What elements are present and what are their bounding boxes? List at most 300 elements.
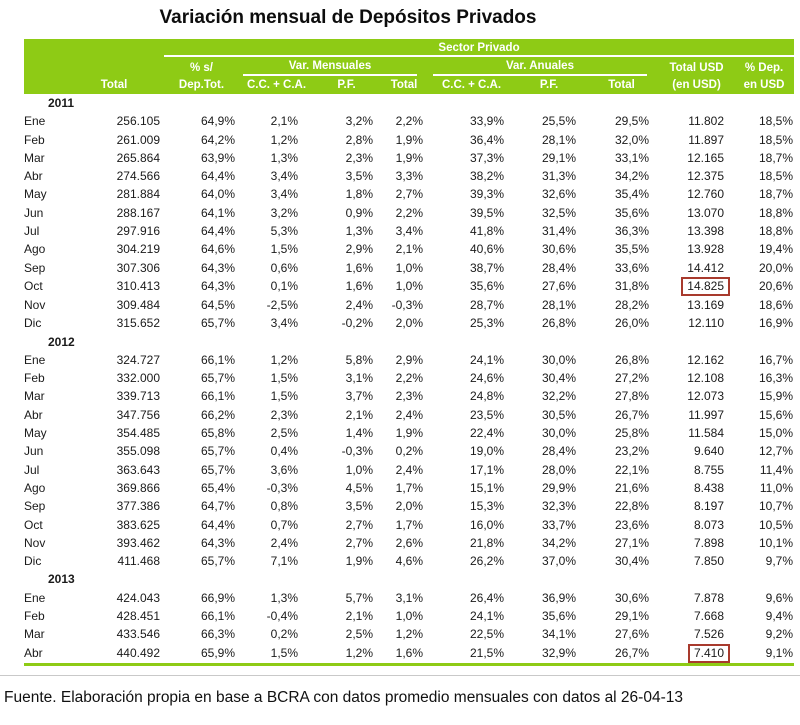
table-body xyxy=(24,94,794,664)
data-row xyxy=(24,222,794,240)
data-row xyxy=(24,516,794,534)
value-cell: 1,6% xyxy=(345,260,373,275)
value-cell: 18,8% xyxy=(759,205,794,220)
value-cell xyxy=(659,277,734,296)
value-cell: -0,3% xyxy=(266,480,298,495)
value-cell: 261.009 xyxy=(116,132,160,147)
data-row xyxy=(24,406,794,424)
value-cell: 26,7% xyxy=(614,645,649,660)
value-cell: 28,2% xyxy=(614,297,649,312)
value-cell: 13.398 xyxy=(687,224,724,239)
value-cell: 66,1% xyxy=(200,609,235,624)
month-cell: May xyxy=(24,187,47,202)
value-cell: 33,7% xyxy=(541,517,576,532)
value-cell: 24,6% xyxy=(469,371,504,386)
subgroup-header-row xyxy=(24,56,794,76)
year-label: 2011 xyxy=(48,96,75,110)
value-cell: 3,1% xyxy=(395,590,423,605)
data-row xyxy=(24,131,794,149)
column-header-row xyxy=(24,76,794,94)
value-cell: 1,2% xyxy=(395,627,423,642)
value-cell: 13.070 xyxy=(687,205,724,220)
header-var-mensuales-label: Var. Mensuales xyxy=(243,60,417,76)
data-row xyxy=(24,552,794,570)
column-header-total: Total xyxy=(64,76,164,94)
value-cell: 2,4% xyxy=(345,297,373,312)
value-cell: 1,9% xyxy=(395,150,423,165)
value-cell: 256.105 xyxy=(116,114,160,129)
value-cell: 32,9% xyxy=(541,645,576,660)
value-cell: 7.668 xyxy=(693,609,724,624)
year-label: 2013 xyxy=(48,572,75,587)
value-cell: 23,6% xyxy=(614,517,649,532)
value-cell: 0,9% xyxy=(345,205,373,220)
value-cell: 2,0% xyxy=(395,316,423,331)
value-cell: 2,2% xyxy=(395,114,423,129)
value-cell: 2,9% xyxy=(345,242,373,257)
value-cell: 65,7% xyxy=(200,444,235,459)
value-cell: 1,6% xyxy=(345,279,373,294)
value-cell: 2,2% xyxy=(395,371,423,386)
value-cell: 34,2% xyxy=(614,169,649,184)
value-cell: 0,2% xyxy=(270,627,298,642)
value-cell: 0,6% xyxy=(270,260,298,275)
column-header-total-mensual: Total xyxy=(379,76,429,94)
header-var-anuales xyxy=(429,56,659,76)
value-cell: 3,3% xyxy=(395,169,423,184)
value-cell: 7.850 xyxy=(693,554,724,569)
data-row xyxy=(24,112,794,130)
value-cell: 5,3% xyxy=(270,224,298,239)
value-cell: 40,6% xyxy=(469,242,504,257)
value-cell: 31,4% xyxy=(541,224,576,239)
value-cell: 37,0% xyxy=(541,554,576,569)
source-note: Fuente. Elaboración propia en base a BCRA con datos promedio mensuales con datos al 26-04-13 xyxy=(4,688,683,706)
month-cell: Abr xyxy=(24,645,43,660)
value-cell: 297.916 xyxy=(116,224,160,239)
value-cell: 13.169 xyxy=(687,297,724,312)
month-cell: May xyxy=(24,426,47,441)
header-var-mensuales xyxy=(239,56,429,76)
data-row xyxy=(24,625,794,643)
value-cell: 11.802 xyxy=(688,114,724,129)
value-cell: 1,5% xyxy=(270,645,298,660)
value-cell: 18,8% xyxy=(759,224,794,239)
value-cell: 65,7% xyxy=(200,371,235,386)
value-cell: 66,9% xyxy=(200,590,235,605)
value-cell: 2,4% xyxy=(395,462,423,477)
value-cell: 16,3% xyxy=(759,371,794,386)
value-cell: 21,8% xyxy=(469,535,504,550)
value-cell: 66,1% xyxy=(200,389,235,404)
value-cell: 274.566 xyxy=(116,169,160,184)
value-cell: -0,2% xyxy=(341,316,373,331)
value-cell: 12.375 xyxy=(687,169,724,184)
value-cell: 30,0% xyxy=(541,426,576,441)
value-cell: 310.413 xyxy=(116,279,160,294)
value-cell: 64,1% xyxy=(200,205,235,220)
month-cell: Ene xyxy=(24,114,46,129)
value-cell: 393.462 xyxy=(116,535,160,550)
value-cell: 2,1% xyxy=(270,114,298,129)
value-cell: 26,0% xyxy=(614,316,649,331)
value-cell: 12.073 xyxy=(687,389,724,404)
value-cell: 1,2% xyxy=(345,645,373,660)
value-cell: 19,4% xyxy=(759,242,794,257)
month-cell: Feb xyxy=(24,609,45,624)
value-cell: 64,3% xyxy=(200,535,235,550)
value-cell: 22,1% xyxy=(614,462,649,477)
value-cell: 10,1% xyxy=(759,535,794,550)
value-cell: 9.640 xyxy=(693,444,724,459)
table-header xyxy=(24,39,794,94)
value-cell: 11,0% xyxy=(759,480,794,495)
value-cell: 1,9% xyxy=(395,132,423,147)
data-row xyxy=(24,185,794,203)
month-cell: Ene xyxy=(24,590,46,605)
value-cell: 18,7% xyxy=(759,187,794,202)
value-cell: 8.755 xyxy=(693,462,724,477)
value-cell: 8.073 xyxy=(693,517,724,532)
value-cell: 7.878 xyxy=(693,590,724,605)
value-cell: 23,5% xyxy=(469,407,504,422)
value-cell: 4,5% xyxy=(345,480,373,495)
value-cell: 2,9% xyxy=(395,352,423,367)
value-cell: 9,7% xyxy=(765,554,794,569)
data-row xyxy=(24,369,794,387)
value-cell: 39,3% xyxy=(469,187,504,202)
value-cell: 38,7% xyxy=(469,260,504,275)
value-cell: 339.713 xyxy=(116,389,160,404)
value-cell: -0,3% xyxy=(341,444,373,459)
value-cell: 12.162 xyxy=(687,352,724,367)
value-cell: 1,0% xyxy=(395,260,423,275)
value-cell: 35,6% xyxy=(469,279,504,294)
value-cell: 1,3% xyxy=(270,590,298,605)
value-cell: 9,2% xyxy=(765,627,794,642)
header-spacer xyxy=(24,39,164,56)
header-pct-dep-tot-line1: % s/ xyxy=(164,56,239,76)
value-cell: 28,0% xyxy=(541,462,576,477)
footer-divider xyxy=(0,675,800,676)
value-cell: 3,5% xyxy=(345,499,373,514)
value-cell: 1,8% xyxy=(345,187,373,202)
value-cell: 2,7% xyxy=(345,535,373,550)
value-cell: 19,0% xyxy=(469,444,504,459)
value-cell: 66,3% xyxy=(200,627,235,642)
column-header-en-usd: (en USD) xyxy=(659,76,734,94)
value-cell: 30,6% xyxy=(614,590,649,605)
value-cell: 1,2% xyxy=(270,132,298,147)
value-cell: 30,5% xyxy=(541,407,576,422)
value-cell: 66,2% xyxy=(200,407,235,422)
value-cell: 65,7% xyxy=(200,554,235,569)
data-row xyxy=(24,424,794,442)
value-cell: 30,6% xyxy=(541,242,576,257)
value-cell: 16,9% xyxy=(759,316,794,331)
value-cell: 26,8% xyxy=(541,316,576,331)
year-row xyxy=(24,570,794,588)
value-cell: 12.110 xyxy=(688,316,724,331)
value-cell: 5,8% xyxy=(345,352,373,367)
month-cell: Feb xyxy=(24,132,45,147)
value-cell: 11.897 xyxy=(688,132,724,147)
month-cell: Nov xyxy=(24,535,46,550)
value-cell: 18,5% xyxy=(759,132,794,147)
value-cell: 15,6% xyxy=(759,407,794,422)
value-cell: 27,1% xyxy=(614,535,649,550)
column-header-cc-ca-mensual: C.C. + C.A. xyxy=(239,76,314,94)
value-cell: 64,3% xyxy=(200,279,235,294)
value-cell: 369.866 xyxy=(116,480,160,495)
value-cell: 1,0% xyxy=(395,609,423,624)
data-row xyxy=(24,479,794,497)
deposits-table xyxy=(24,39,794,666)
month-cell: Jun xyxy=(24,444,44,459)
value-cell: 36,3% xyxy=(614,224,649,239)
value-cell: 29,9% xyxy=(541,480,576,495)
value-cell: 2,6% xyxy=(395,535,423,550)
value-cell: -2,5% xyxy=(266,297,298,312)
month-cell: Ago xyxy=(24,480,46,495)
value-cell: 354.485 xyxy=(116,426,160,441)
value-cell: 23,2% xyxy=(614,444,649,459)
value-cell: 2,4% xyxy=(270,535,298,550)
value-cell: 64,7% xyxy=(200,499,235,514)
value-cell: 3,4% xyxy=(270,169,298,184)
value-cell: 65,4% xyxy=(200,480,235,495)
value-cell: 288.167 xyxy=(116,205,160,220)
value-cell: 15,0% xyxy=(759,426,794,441)
data-row xyxy=(24,240,794,258)
value-cell: 1,7% xyxy=(395,517,423,532)
month-cell: Oct xyxy=(24,279,43,294)
value-cell: 28,4% xyxy=(541,260,576,275)
value-cell: 0,7% xyxy=(270,517,298,532)
value-cell: 8.438 xyxy=(693,480,724,495)
value-cell: 1,0% xyxy=(345,462,373,477)
group-header-row xyxy=(24,39,794,56)
value-cell: 26,4% xyxy=(469,590,504,605)
value-cell: 1,4% xyxy=(345,426,373,441)
data-row xyxy=(24,497,794,515)
value-cell: 64,4% xyxy=(200,169,235,184)
value-cell: 27,2% xyxy=(614,371,649,386)
value-cell: 1,5% xyxy=(270,371,298,386)
value-cell: 3,4% xyxy=(270,316,298,331)
value-cell: 3,4% xyxy=(395,224,423,239)
value-cell: 32,3% xyxy=(541,499,576,514)
month-cell: Abr xyxy=(24,407,43,422)
value-cell: 377.386 xyxy=(116,499,160,514)
data-row xyxy=(24,149,794,167)
value-cell: 11,4% xyxy=(759,462,794,477)
value-cell: 0,2% xyxy=(395,444,423,459)
value-cell: 64,3% xyxy=(200,260,235,275)
year-row xyxy=(24,94,794,112)
value-cell: 25,8% xyxy=(614,426,649,441)
month-cell: Nov xyxy=(24,297,46,312)
value-cell: 18,5% xyxy=(759,169,794,184)
value-cell: 9,4% xyxy=(765,609,794,624)
value-cell: 2,1% xyxy=(395,242,423,257)
value-cell: 22,5% xyxy=(469,627,504,642)
value-cell: 16,7% xyxy=(759,352,794,367)
value-cell: 33,9% xyxy=(469,114,504,129)
value-cell: 3,7% xyxy=(345,389,373,404)
header-spacer xyxy=(24,56,164,76)
data-row xyxy=(24,204,794,222)
value-cell: 32,2% xyxy=(541,389,576,404)
value-cell: 307.306 xyxy=(116,260,160,275)
data-row xyxy=(24,442,794,460)
data-row xyxy=(24,461,794,479)
data-row xyxy=(24,351,794,369)
month-cell: Jul xyxy=(24,462,40,477)
value-cell: 1,9% xyxy=(395,426,423,441)
value-cell: 28,1% xyxy=(541,132,576,147)
month-cell: Sep xyxy=(24,260,46,275)
value-cell: 20,0% xyxy=(759,260,794,275)
value-cell: 12,7% xyxy=(759,444,794,459)
value-cell xyxy=(659,644,734,665)
value-cell: 65,8% xyxy=(200,426,235,441)
value-cell: 1,7% xyxy=(395,480,423,495)
data-row xyxy=(24,259,794,277)
value-cell: 35,6% xyxy=(614,205,649,220)
value-cell: 1,2% xyxy=(270,352,298,367)
column-header-cc-ca-anual: C.C. + C.A. xyxy=(429,76,514,94)
value-cell: 39,5% xyxy=(469,205,504,220)
value-cell: 3,1% xyxy=(345,371,373,386)
value-cell: 18,5% xyxy=(759,114,794,129)
value-cell: 64,9% xyxy=(200,114,235,129)
value-cell: 35,4% xyxy=(614,187,649,202)
month-cell: Mar xyxy=(24,627,45,642)
value-cell: 27,6% xyxy=(614,627,649,642)
value-cell: 18,6% xyxy=(759,297,794,312)
value-cell: 27,8% xyxy=(614,389,649,404)
value-cell: 34,2% xyxy=(541,535,576,550)
value-cell: 33,6% xyxy=(614,260,649,275)
value-cell: 38,2% xyxy=(469,169,504,184)
value-cell: 7,1% xyxy=(270,554,298,569)
month-cell: Oct xyxy=(24,517,43,532)
month-cell: Mar xyxy=(24,150,45,165)
value-cell: 29,1% xyxy=(614,609,649,624)
month-cell: Mar xyxy=(24,389,45,404)
data-row xyxy=(24,534,794,552)
value-cell: 1,3% xyxy=(345,224,373,239)
value-cell: 309.484 xyxy=(116,297,160,312)
value-cell: 15,1% xyxy=(469,480,504,495)
data-row xyxy=(24,167,794,185)
value-cell: 281.884 xyxy=(116,187,160,202)
month-cell: Jul xyxy=(24,224,40,239)
header-total-usd-line1: Total USD xyxy=(659,56,734,76)
value-cell: 4,6% xyxy=(395,554,423,569)
header-pct-dep-usd-line1: % Dep. xyxy=(734,56,794,76)
column-header-dep-tot: Dep.Tot. xyxy=(164,76,239,94)
value-cell: 9,1% xyxy=(765,645,794,660)
column-header-total-anual: Total xyxy=(584,76,659,94)
value-cell: 28,1% xyxy=(541,297,576,312)
value-cell: 2,7% xyxy=(345,517,373,532)
value-cell: 21,5% xyxy=(469,645,504,660)
value-cell: -0,3% xyxy=(391,297,423,312)
value-cell: 21,6% xyxy=(614,480,649,495)
value-cell: 12.165 xyxy=(687,150,724,165)
value-cell: 32,0% xyxy=(614,132,649,147)
column-header-pf-mensual: P.F. xyxy=(314,76,379,94)
column-header-pct-en-usd: en USD xyxy=(734,76,794,94)
value-cell: 2,3% xyxy=(270,407,298,422)
value-cell: 33,1% xyxy=(614,150,649,165)
value-cell: 10,5% xyxy=(759,517,794,532)
value-cell: 7.526 xyxy=(693,627,724,642)
value-cell: 12.108 xyxy=(687,371,724,386)
value-cell: 64,5% xyxy=(200,297,235,312)
value-cell: 35,6% xyxy=(541,609,576,624)
value-cell: 31,8% xyxy=(614,279,649,294)
value-cell: 25,3% xyxy=(469,316,504,331)
value-cell: 9,6% xyxy=(765,590,794,605)
value-cell: 28,4% xyxy=(541,444,576,459)
value-cell: 1,5% xyxy=(270,389,298,404)
value-cell: 3,6% xyxy=(270,462,298,477)
value-cell: 383.625 xyxy=(116,517,160,532)
value-cell: 3,5% xyxy=(345,169,373,184)
data-row xyxy=(24,277,794,296)
data-row xyxy=(24,314,794,332)
data-row xyxy=(24,644,794,665)
value-cell: 29,1% xyxy=(541,150,576,165)
header-var-anuales-label: Var. Anuales xyxy=(433,60,647,76)
value-cell: 24,1% xyxy=(469,352,504,367)
value-cell: 3,4% xyxy=(270,187,298,202)
value-cell: 363.643 xyxy=(116,462,160,477)
value-cell: 8.197 xyxy=(693,499,724,514)
value-cell: 31,3% xyxy=(541,169,576,184)
value-cell: 30,0% xyxy=(541,352,576,367)
data-row xyxy=(24,296,794,314)
value-cell: 440.492 xyxy=(116,645,160,660)
value-cell: 1,9% xyxy=(345,554,373,569)
value-cell: 25,5% xyxy=(541,114,576,129)
value-cell: 2,1% xyxy=(345,407,373,422)
value-cell: 7.898 xyxy=(693,535,724,550)
value-cell: 0,4% xyxy=(270,444,298,459)
value-cell: 265.864 xyxy=(116,150,160,165)
value-cell: 64,2% xyxy=(200,132,235,147)
group-header-sector-privado: Sector Privado xyxy=(164,39,794,56)
month-cell: Feb xyxy=(24,371,45,386)
value-cell: 30,4% xyxy=(614,554,649,569)
value-cell: 22,8% xyxy=(614,499,649,514)
value-cell: 2,0% xyxy=(395,499,423,514)
value-cell: 12.760 xyxy=(687,187,724,202)
value-cell: 65,9% xyxy=(200,645,235,660)
value-cell: 2,2% xyxy=(395,205,423,220)
data-row xyxy=(24,589,794,607)
value-cell: 64,0% xyxy=(200,187,235,202)
year-label: 2012 xyxy=(48,334,75,349)
value-cell: 24,8% xyxy=(469,389,504,404)
value-cell: 22,4% xyxy=(469,426,504,441)
value-cell: 3,2% xyxy=(345,114,373,129)
value-cell: 63,9% xyxy=(200,150,235,165)
value-cell: 26,8% xyxy=(614,352,649,367)
